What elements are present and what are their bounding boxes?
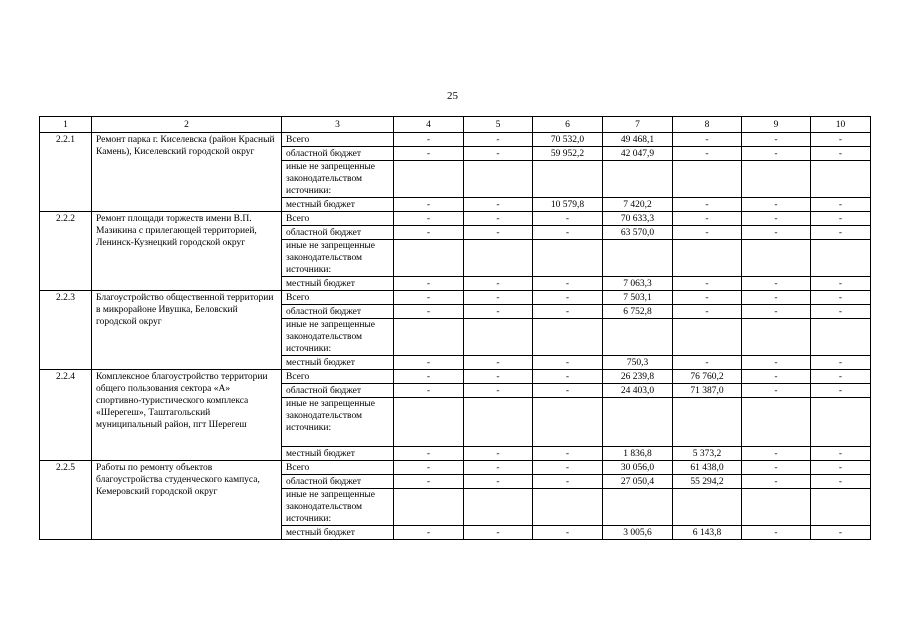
- value-col-4: -: [394, 356, 464, 370]
- funding-source: областной бюджет: [282, 475, 394, 489]
- value-col-7: 3 005,6: [603, 526, 673, 540]
- funding-source: иные не запрещенные законодательством источники:: [282, 240, 394, 277]
- value-col-5: [464, 161, 533, 198]
- value-col-5: -: [464, 370, 533, 384]
- value-col-5: -: [464, 461, 533, 475]
- value-col-8: -: [673, 226, 742, 240]
- funding-source: Всего: [282, 370, 394, 384]
- value-col-7: 42 047,9: [603, 147, 673, 161]
- value-col-10: -: [811, 526, 871, 540]
- item-number: 2.2.2: [40, 212, 92, 291]
- value-col-9: [742, 240, 811, 277]
- value-col-9: -: [742, 447, 811, 461]
- value-col-8: 6 143,8: [673, 526, 742, 540]
- value-col-7: [603, 319, 673, 356]
- value-col-9: -: [742, 291, 811, 305]
- value-col-9: [742, 161, 811, 198]
- funding-source: местный бюджет: [282, 198, 394, 212]
- value-col-5: [464, 398, 533, 447]
- value-col-9: [742, 489, 811, 526]
- value-col-6: -: [533, 277, 603, 291]
- item-name: Работы по ремонту объектов благоустройства студенческого кампуса, Кемеровский городской округ: [92, 461, 282, 540]
- value-col-8: 55 294,2: [673, 475, 742, 489]
- value-col-10: -: [811, 277, 871, 291]
- value-col-8: 76 760,2: [673, 370, 742, 384]
- value-col-5: -: [464, 526, 533, 540]
- value-col-4: -: [394, 226, 464, 240]
- value-col-5: -: [464, 291, 533, 305]
- value-col-10: -: [811, 198, 871, 212]
- value-col-7: [603, 489, 673, 526]
- value-col-4: [394, 319, 464, 356]
- value-col-7: 26 239,8: [603, 370, 673, 384]
- value-col-10: -: [811, 133, 871, 147]
- header-cell-1: 1: [40, 117, 92, 133]
- value-col-10: -: [811, 147, 871, 161]
- value-col-4: [394, 240, 464, 277]
- funding-source: иные не запрещенные законодательством источники:: [282, 161, 394, 198]
- value-col-6: -: [533, 305, 603, 319]
- item-number: 2.2.1: [40, 133, 92, 212]
- funding-source: Всего: [282, 461, 394, 475]
- funding-source: местный бюджет: [282, 526, 394, 540]
- value-col-5: -: [464, 305, 533, 319]
- table-row: [40, 461, 871, 475]
- table-row: [40, 291, 871, 305]
- funding-source: областной бюджет: [282, 384, 394, 398]
- value-col-10: -: [811, 475, 871, 489]
- value-col-5: -: [464, 198, 533, 212]
- value-col-8: [673, 240, 742, 277]
- header-cell-7: 7: [603, 117, 673, 133]
- value-col-8: [673, 319, 742, 356]
- funding-source: местный бюджет: [282, 447, 394, 461]
- value-col-9: -: [742, 212, 811, 226]
- value-col-7: 70 633,3: [603, 212, 673, 226]
- value-col-4: -: [394, 277, 464, 291]
- value-col-10: -: [811, 226, 871, 240]
- value-col-7: 6 752,8: [603, 305, 673, 319]
- value-col-7: 24 403,0: [603, 384, 673, 398]
- program-table: [39, 116, 871, 540]
- value-col-8: [673, 398, 742, 447]
- value-col-7: 49 468,1: [603, 133, 673, 147]
- value-col-4: -: [394, 526, 464, 540]
- value-col-5: -: [464, 226, 533, 240]
- header-cell-8: 8: [673, 117, 742, 133]
- value-col-4: -: [394, 461, 464, 475]
- header-cell-2: 2: [92, 117, 282, 133]
- value-col-4: -: [394, 291, 464, 305]
- value-col-10: -: [811, 370, 871, 384]
- value-col-4: -: [394, 475, 464, 489]
- value-col-6: -: [533, 384, 603, 398]
- value-col-9: -: [742, 305, 811, 319]
- value-col-10: -: [811, 447, 871, 461]
- value-col-4: [394, 398, 464, 447]
- item-name: Благоустройство общественной территории в микрорайоне Ивушка, Беловский городской округ: [92, 291, 282, 370]
- header-cell-10: 10: [811, 117, 871, 133]
- value-col-9: -: [742, 384, 811, 398]
- table-row: [40, 133, 871, 147]
- value-col-5: -: [464, 356, 533, 370]
- value-col-6: -: [533, 370, 603, 384]
- funding-source: иные не запрещенные законодательством источники:: [282, 489, 394, 526]
- value-col-6: -: [533, 291, 603, 305]
- funding-source: местный бюджет: [282, 277, 394, 291]
- header-cell-5: 5: [464, 117, 533, 133]
- value-col-9: -: [742, 277, 811, 291]
- value-col-8: -: [673, 133, 742, 147]
- funding-source: иные не запрещенные законодательством источники:: [282, 398, 394, 447]
- value-col-6: [533, 240, 603, 277]
- value-col-6: -: [533, 447, 603, 461]
- value-col-9: -: [742, 526, 811, 540]
- value-col-9: -: [742, 370, 811, 384]
- value-col-7: 7 063,3: [603, 277, 673, 291]
- value-col-5: -: [464, 277, 533, 291]
- value-col-10: [811, 161, 871, 198]
- value-col-6: [533, 161, 603, 198]
- value-col-4: -: [394, 447, 464, 461]
- item-number: 2.2.4: [40, 370, 92, 461]
- value-col-7: 30 056,0: [603, 461, 673, 475]
- value-col-7: 63 570,0: [603, 226, 673, 240]
- header-cell-9: 9: [742, 117, 811, 133]
- value-col-4: -: [394, 212, 464, 226]
- value-col-8: -: [673, 356, 742, 370]
- value-col-10: -: [811, 212, 871, 226]
- value-col-8: -: [673, 305, 742, 319]
- value-col-8: -: [673, 147, 742, 161]
- value-col-6: -: [533, 212, 603, 226]
- value-col-6: [533, 398, 603, 447]
- value-col-5: -: [464, 212, 533, 226]
- value-col-7: [603, 161, 673, 198]
- header-cell-3: 3: [282, 117, 394, 133]
- item-number: 2.2.3: [40, 291, 92, 370]
- value-col-6: -: [533, 526, 603, 540]
- value-col-7: 27 050,4: [603, 475, 673, 489]
- header-cell-4: 4: [394, 117, 464, 133]
- header-row: [40, 117, 871, 133]
- value-col-8: -: [673, 198, 742, 212]
- funding-source: Всего: [282, 212, 394, 226]
- value-col-10: -: [811, 356, 871, 370]
- funding-source: Всего: [282, 133, 394, 147]
- value-col-6: 10 579,8: [533, 198, 603, 212]
- item-name: Комплексное благоустройство территории общего пользования сектора «А» спортивно-туристического комплекса «Шерегеш», Таштагольский муниципальный район, пгт Шерегеш: [92, 370, 282, 461]
- value-col-9: -: [742, 226, 811, 240]
- funding-source: областной бюджет: [282, 305, 394, 319]
- value-col-6: -: [533, 475, 603, 489]
- value-col-6: [533, 319, 603, 356]
- value-col-8: -: [673, 212, 742, 226]
- value-col-7: 1 836,8: [603, 447, 673, 461]
- value-col-5: -: [464, 447, 533, 461]
- value-col-8: [673, 161, 742, 198]
- value-col-6: -: [533, 461, 603, 475]
- value-col-4: [394, 161, 464, 198]
- value-col-9: [742, 319, 811, 356]
- page-number: 25: [447, 90, 458, 102]
- value-col-10: -: [811, 291, 871, 305]
- value-col-10: -: [811, 384, 871, 398]
- funding-source: иные не запрещенные законодательством источники:: [282, 319, 394, 356]
- value-col-9: -: [742, 475, 811, 489]
- value-col-5: [464, 319, 533, 356]
- funding-source: областной бюджет: [282, 147, 394, 161]
- value-col-4: -: [394, 133, 464, 147]
- value-col-10: [811, 398, 871, 447]
- item-name: Ремонт парка г. Киселевска (район Красный Камень), Киселевский городской округ: [92, 133, 282, 212]
- table-row: [40, 370, 871, 384]
- value-col-4: -: [394, 384, 464, 398]
- value-col-7: [603, 398, 673, 447]
- item-number: 2.2.5: [40, 461, 92, 540]
- value-col-7: 7 503,1: [603, 291, 673, 305]
- value-col-9: [742, 398, 811, 447]
- value-col-5: -: [464, 133, 533, 147]
- funding-source: Всего: [282, 291, 394, 305]
- value-col-6: -: [533, 226, 603, 240]
- value-col-4: -: [394, 147, 464, 161]
- value-col-4: -: [394, 370, 464, 384]
- value-col-4: -: [394, 198, 464, 212]
- value-col-9: -: [742, 356, 811, 370]
- value-col-6: 70 532,0: [533, 133, 603, 147]
- value-col-10: [811, 319, 871, 356]
- value-col-4: [394, 489, 464, 526]
- value-col-10: [811, 240, 871, 277]
- header-cell-6: 6: [533, 117, 603, 133]
- value-col-8: 61 438,0: [673, 461, 742, 475]
- funding-source: местный бюджет: [282, 356, 394, 370]
- value-col-9: -: [742, 461, 811, 475]
- value-col-8: 5 373,2: [673, 447, 742, 461]
- value-col-5: [464, 489, 533, 526]
- value-col-7: 7 420,2: [603, 198, 673, 212]
- value-col-8: -: [673, 277, 742, 291]
- value-col-7: [603, 240, 673, 277]
- value-col-5: -: [464, 475, 533, 489]
- value-col-10: [811, 489, 871, 526]
- value-col-8: 71 387,0: [673, 384, 742, 398]
- value-col-6: -: [533, 356, 603, 370]
- value-col-9: -: [742, 147, 811, 161]
- value-col-6: 59 952,2: [533, 147, 603, 161]
- table-row: [40, 212, 871, 226]
- value-col-10: -: [811, 461, 871, 475]
- value-col-5: -: [464, 147, 533, 161]
- item-name: Ремонт площади торжеств имени В.П. Мазикина с прилегающей территорией, Ленинск-Кузнецкий городской округ: [92, 212, 282, 291]
- value-col-7: 750,3: [603, 356, 673, 370]
- value-col-5: [464, 240, 533, 277]
- value-col-5: -: [464, 384, 533, 398]
- value-col-9: -: [742, 198, 811, 212]
- funding-source: областной бюджет: [282, 226, 394, 240]
- value-col-4: -: [394, 305, 464, 319]
- value-col-8: -: [673, 291, 742, 305]
- value-col-6: [533, 489, 603, 526]
- value-col-10: -: [811, 305, 871, 319]
- value-col-8: [673, 489, 742, 526]
- value-col-9: -: [742, 133, 811, 147]
